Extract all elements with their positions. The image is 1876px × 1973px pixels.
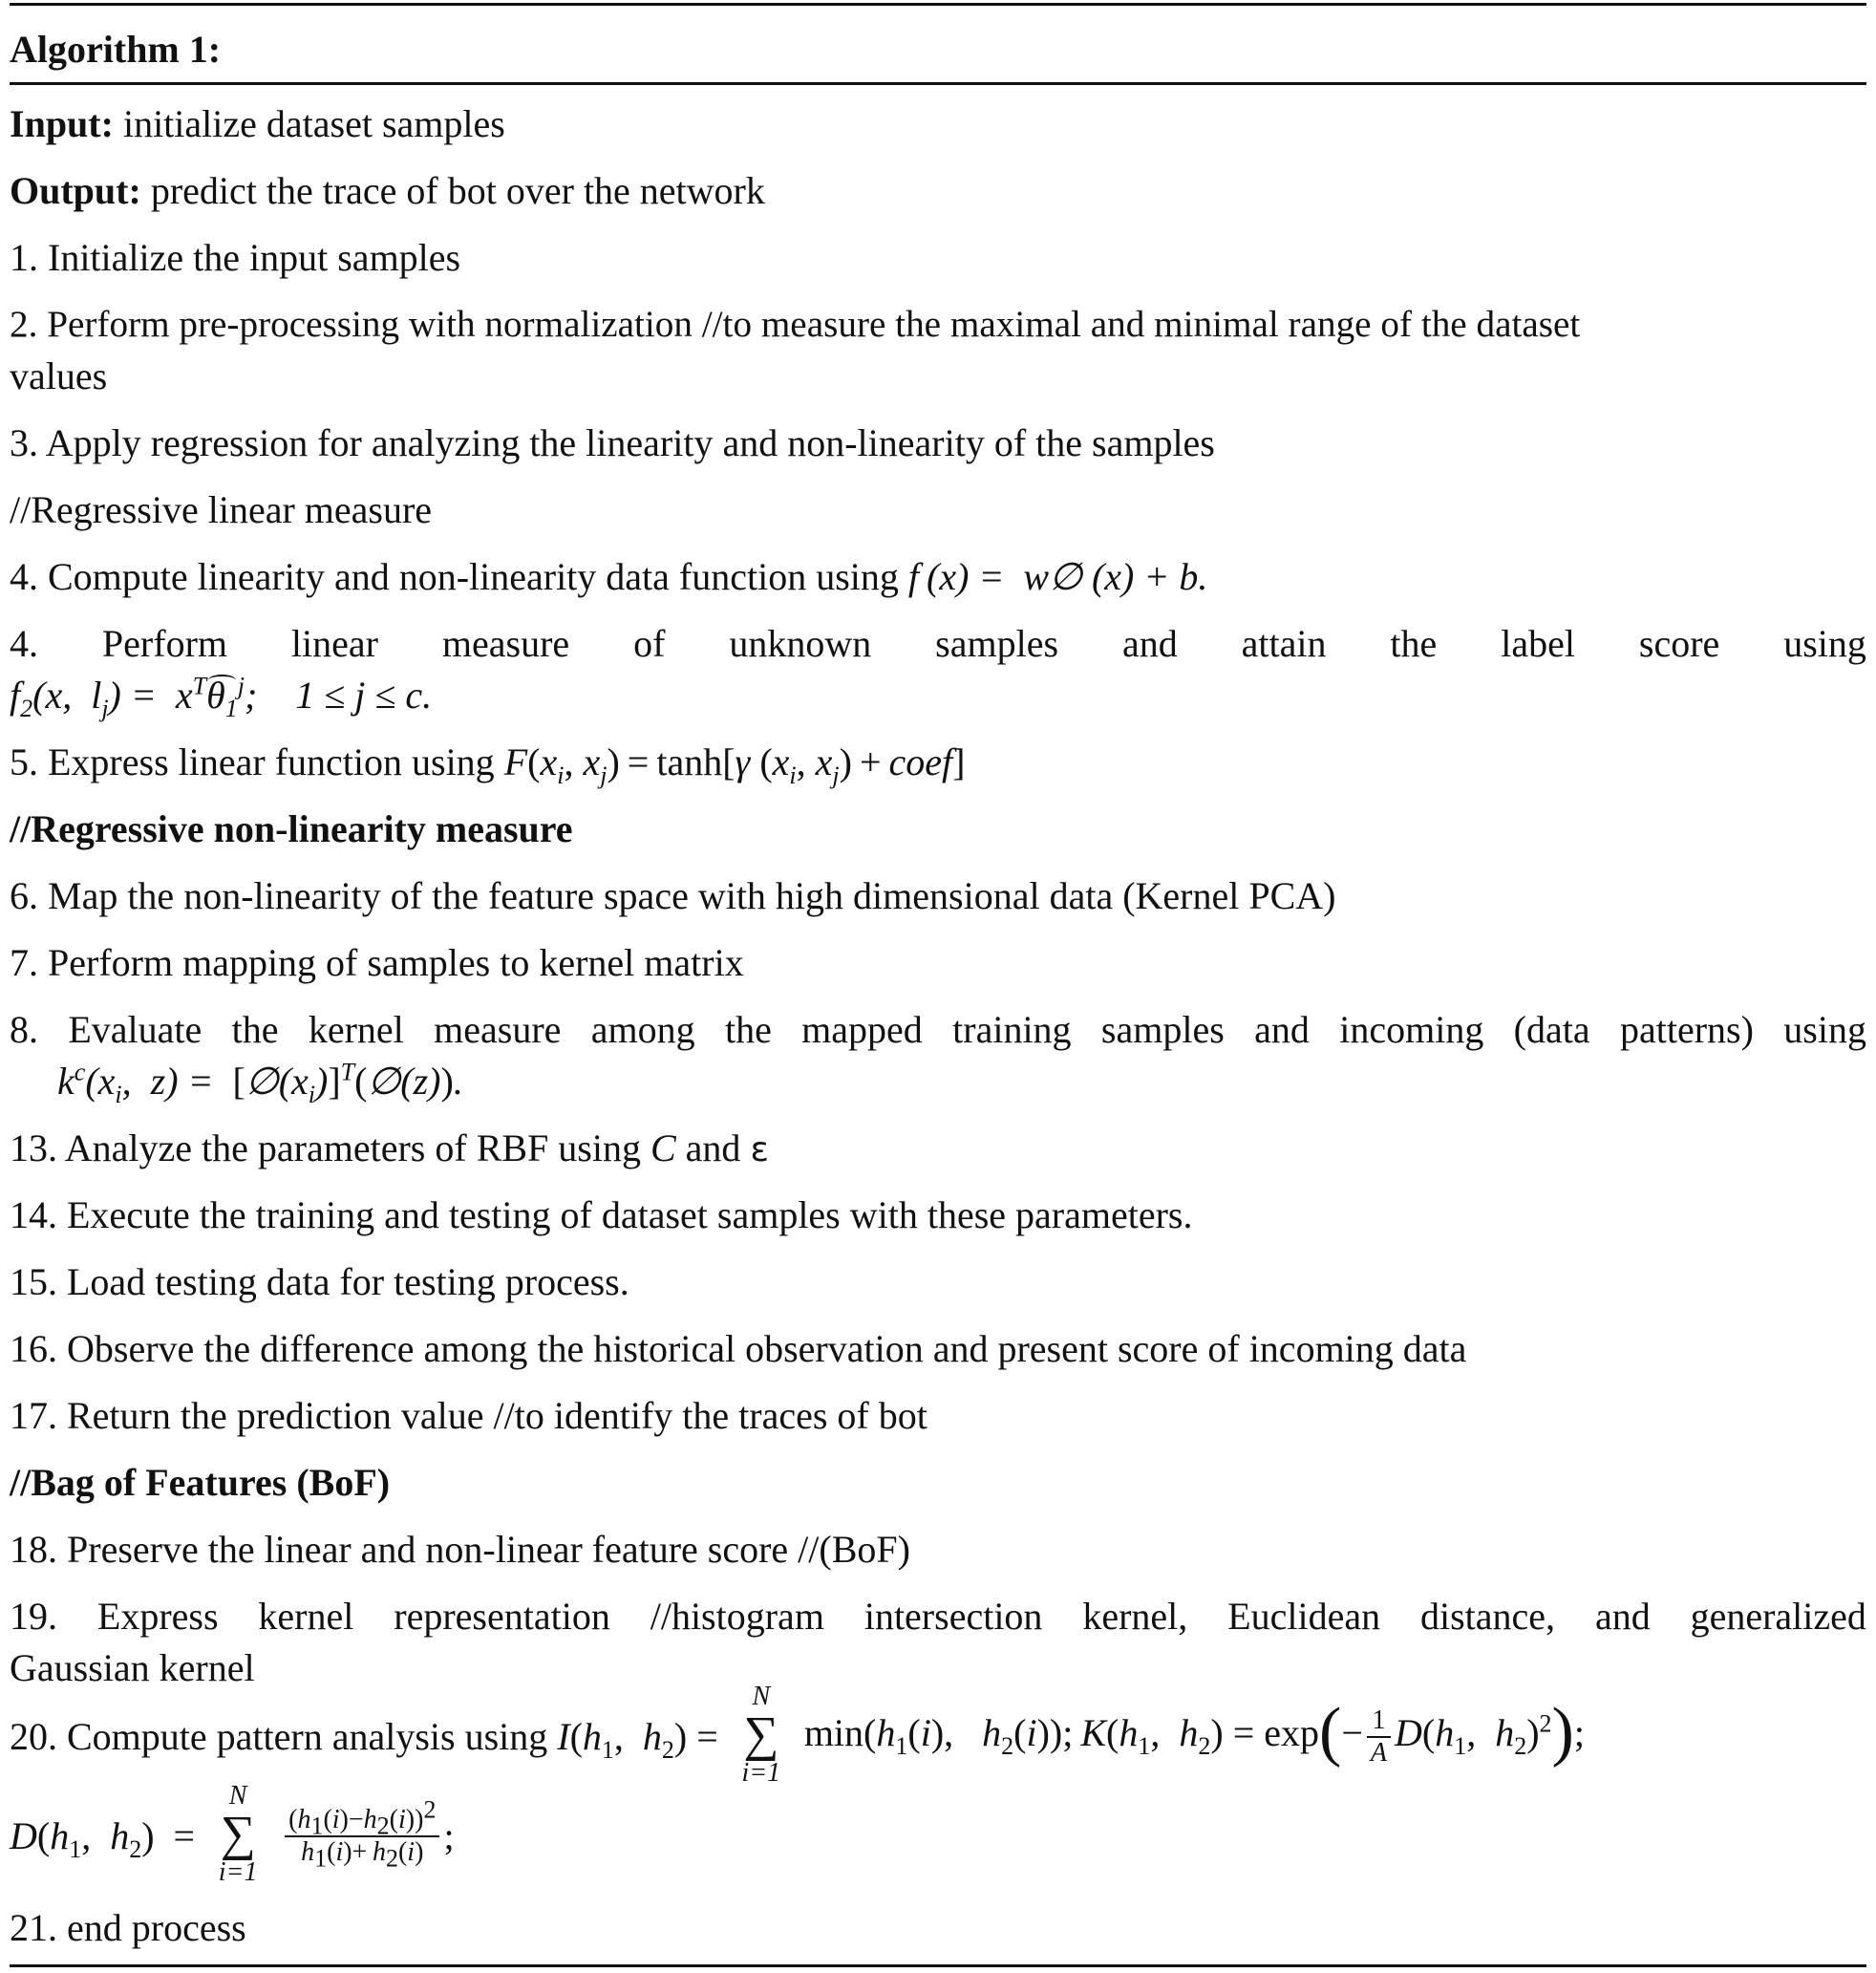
step-18: 18. Preserve the linear and non-linear feature score //(BoF) bbox=[10, 1528, 910, 1571]
step-6: 6. Map the non-linearity of the feature space with high dimensional data (Kernel PCA) bbox=[10, 874, 1336, 917]
step-8-word: kernel bbox=[308, 1008, 404, 1051]
step-8-words bbox=[10, 1007, 1866, 1053]
step-19-line-b: Gaussian kernel bbox=[10, 1646, 255, 1689]
formula-label-score: $f_2(x$, $l_j) = x^T\theta_1^j$; 1 ≤ j ≤ c. bbox=[10, 672, 433, 722]
algorithm-title: Algorithm 1: bbox=[10, 28, 222, 71]
step-8-word: using bbox=[1783, 1008, 1866, 1051]
output-label: Output: bbox=[10, 169, 141, 212]
step-19-word: distance, bbox=[1419, 1595, 1556, 1638]
step-21: 21. end process bbox=[10, 1906, 246, 1949]
step-19-word: and bbox=[1594, 1595, 1651, 1638]
formula-histogram-intersection: $I(h_1$, $h_2$) = bbox=[557, 1715, 718, 1764]
step-4b-formula bbox=[10, 672, 1866, 722]
step-19-word: kernel, bbox=[1082, 1595, 1188, 1638]
step-4b-word: of bbox=[633, 622, 666, 665]
step-13 bbox=[10, 1126, 1866, 1173]
step-8-word: Evaluate bbox=[68, 1008, 203, 1051]
formula-min-term: $\min(h_1(i)$, $h_2(i)$); $K(h_1$, $h_2) = \exp(-$ $\frac{1}{A}$ $D(h_1$, $h_2)^2$); bbox=[803, 1695, 1585, 1769]
step-4b-word: the bbox=[1390, 622, 1438, 665]
step-2-line-a: 2. Perform pre-processing with normalization //to measure the maximal and minimal range of the dataset bbox=[10, 304, 1581, 345]
input-label: Input: bbox=[10, 102, 114, 145]
header-rule bbox=[10, 82, 1866, 85]
comment-bag-of-features: //Bag of Features (BoF) bbox=[10, 1461, 391, 1504]
formula-kernel-measure: $k^c(x_i$, $z) = [\emptyset(x_i)]^T(\emptyset(z))$. bbox=[57, 1058, 463, 1108]
step-20-text: 20. Compute pattern analysis using bbox=[10, 1715, 548, 1758]
output-text: predict the trace of bot over the network bbox=[150, 169, 765, 212]
step-1: 1. Initialize the input samples bbox=[10, 236, 461, 279]
summation-symbol-2: N ∑ i=1 bbox=[218, 1781, 258, 1887]
step-13-and: and bbox=[685, 1126, 741, 1169]
fraction-distance: $\frac{(h_1(i)-h_2(i))^2}{h_1(i)+ h_2(i)}$ bbox=[285, 1805, 439, 1868]
step-19-word: intersection bbox=[863, 1595, 1043, 1638]
step-4b-word: unknown bbox=[729, 622, 872, 665]
step-19-word: representation bbox=[394, 1595, 610, 1638]
comment-nonlinear-measure: //Regressive non-linearity measure bbox=[10, 807, 573, 850]
symbol-c: C bbox=[650, 1126, 676, 1169]
step-8-word: 8. bbox=[10, 1008, 38, 1051]
formula-tanh: $F(x_i$, $x_j) = \tanh[\gamma$ ($x_i$, $x_j$) + coef] bbox=[503, 740, 966, 789]
step-8-word: the bbox=[724, 1008, 772, 1051]
step-8-word: the bbox=[231, 1008, 279, 1051]
step-4b-word: measure bbox=[441, 622, 570, 665]
step-16: 16. Observe the difference among the historical observation and present score of incoming data bbox=[10, 1327, 1467, 1370]
step-8-line-a bbox=[10, 1007, 1866, 1053]
formula-distance: $D(h_1$, $h_2$) = bbox=[10, 1814, 196, 1863]
step-4a bbox=[10, 554, 1866, 600]
step-19-word: //histogram bbox=[650, 1595, 824, 1638]
step-5-text: 5. Express linear function using bbox=[10, 740, 495, 783]
step-17: 17. Return the prediction value //to identify the traces of bot bbox=[10, 1394, 927, 1437]
step-4b-word: attain bbox=[1241, 622, 1327, 665]
step-4b-word: 4. bbox=[10, 622, 38, 665]
step-8-word: patterns) bbox=[1619, 1008, 1754, 1051]
step-3: 3. Apply regression for analyzing the linearity and non-linearity of the samples bbox=[10, 421, 1215, 464]
step-19-word: kernel bbox=[258, 1595, 354, 1638]
step-4b-word: samples bbox=[935, 622, 1059, 665]
formula-linear-function: f (x) = w∅ (x) + b. bbox=[907, 555, 1208, 598]
step-2-line-b: values bbox=[10, 354, 108, 397]
step-19-word: Express bbox=[96, 1595, 219, 1638]
step-4b-word: Perform bbox=[101, 622, 227, 665]
step-4b-line-a bbox=[10, 621, 1866, 667]
step-8-formula bbox=[57, 1058, 1876, 1108]
step-4b-words bbox=[10, 621, 1866, 667]
top-rule bbox=[10, 3, 1866, 6]
step-4a-text: 4. Compute linearity and non-linearity data function using bbox=[10, 555, 899, 598]
step-8-word: mapped bbox=[801, 1008, 923, 1051]
input-text: initialize dataset samples bbox=[122, 102, 505, 145]
step-19-words bbox=[10, 1594, 1866, 1640]
step-19-line-a bbox=[10, 1594, 1866, 1640]
output-line bbox=[10, 168, 1866, 214]
step-8-word: among bbox=[590, 1008, 695, 1051]
step-8-word: and bbox=[1254, 1008, 1310, 1051]
step-4b-word: and bbox=[1121, 622, 1178, 665]
step-5 bbox=[10, 740, 1866, 789]
step-19-word: generalized bbox=[1690, 1595, 1866, 1638]
step-4b-word: linear bbox=[290, 622, 378, 665]
step-4b-word: using bbox=[1783, 622, 1866, 665]
input-line bbox=[10, 101, 1866, 147]
step-14: 14. Execute the training and testing of dataset samples with these parameters. bbox=[10, 1193, 1193, 1236]
comment-linear-measure: //Regressive linear measure bbox=[10, 488, 433, 531]
step-19-word: 19. bbox=[10, 1595, 57, 1638]
step-19-word: Euclidean bbox=[1227, 1595, 1381, 1638]
step-20-formula-b: $D(h_1$, $h_2$) = N ∑ i=1 $\frac{(h_1(i)-h_2(i))^2}{h_1(i)+ h_2(i)}$ ; bbox=[10, 1781, 455, 1887]
step-8-word: training bbox=[952, 1008, 1072, 1051]
step-15: 15. Load testing data for testing process. bbox=[10, 1260, 629, 1303]
symbol-epsilon: ε bbox=[750, 1130, 769, 1169]
bottom-rule bbox=[10, 1964, 1866, 1967]
step-8-word: samples bbox=[1100, 1008, 1225, 1051]
step-13-text: 13. Analyze the parameters of RBF using bbox=[10, 1126, 641, 1169]
step-8-word: measure bbox=[434, 1008, 562, 1051]
step-20 bbox=[10, 1682, 1866, 1788]
step-7: 7. Perform mapping of samples to kernel matrix bbox=[10, 941, 744, 984]
step-4b-word: label bbox=[1501, 622, 1575, 665]
step-8-word: (data bbox=[1513, 1008, 1590, 1051]
step-8-word: incoming bbox=[1339, 1008, 1484, 1051]
summation-symbol: N ∑ i=1 bbox=[741, 1682, 781, 1788]
step-4b-word: score bbox=[1638, 622, 1720, 665]
